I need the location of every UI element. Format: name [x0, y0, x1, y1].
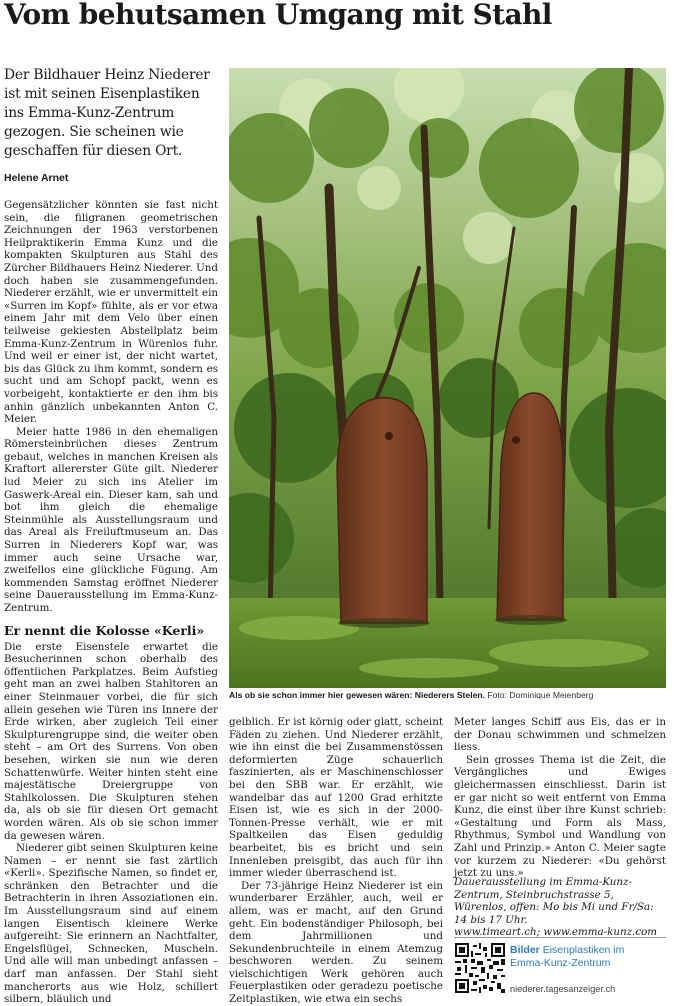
headline: Vom behutsamen Umgang mit Stahl [4, 0, 552, 31]
lead-text: Der Bildhauer Heinz Niederer ist mit seinen Eisenplastiken ins Emma-Kunz-Zentrum gezogen. Sie scheinen wie geschaffen für diesen Ort. [4, 67, 210, 159]
paragraph: gelblich. Er ist körnig oder glatt, scheint Fäden zu ziehen. Und Niederer erzählt, wie ihn einst die bei Zusammenstössen deformierten Züge schauerlich faszinierten, als er Maschinenschlosser bei den SBB war. Er erzählt, wie wandelbar das auf 1200 Grad erhitzte Eisen ist, wie es sich in der 2000-Tonnen-Presse verhält, wie er mit Spaltkeilen das Eisen geduldig bearbeitet, bis es bricht und sein Innenleben preisgibt, das auch für ihn immer wieder überraschend ist. [229, 716, 443, 880]
info-line: Dauerausstellung im Emma-Kunz-Zentrum, Steinbruchstrasse 5, Würenlos, offen: Mo bis Mi und Fr/Sa: 14 bis 17 Uhr. [454, 876, 654, 926]
author-byline: Helene Arnet [4, 172, 69, 184]
promo-label-bold: Bilder [510, 944, 540, 956]
paragraph: Der 73-jährige Heinz Niederer ist ein wunderbarer Erzähler, auch, weil er allem, was er macht, auf den Grund geht. Ein bodenständiger Philosoph, bei dem Jahrmillionen und Sekundenbruchteile in einem Atemzug beschworen werden. Zu seinem vielschichtigen Werk gehören auch Feuerplastiken oder geradezu poetische Zeitplastiken, wie etwa ein sechs [229, 879, 443, 1006]
promo-label[interactable] [510, 944, 660, 970]
exhibition-info [454, 876, 666, 939]
paragraph: Sein grosses Thema ist die Zeit, die Vergängliches und Ewiges gleichermassen einschliesst. Darin ist er gar nicht so weit entfernt von Emma Kunz, die einst über ihre Kunst schrieb: «Gestaltung und Form als Mass, Rhythmus, Symbol und Wandlung von Zahl und Prinzip.» Anton C. Meier sagte vor kurzem zu Niederer: «Du gehörst jetzt zu uns.» [454, 753, 666, 880]
gallery-promo-box[interactable] [454, 937, 666, 998]
paragraph: Meier hatte 1986 in den ehemaligen Römersteinbrüchen dieses Zentrum gebaut, welches in manchen Kreisen als Kraftort allererster Güte gilt. Niederer lud Meier zu sich ins Atelier im Gaswerk-Areal ein. Dieser kam, sah und bot ihm gleich die ehemalige Steinmühle als Ausstellungsraum und das Areal als Freiluftmuseum an. Das Surren in Niederers Kopf war, was immer auch seine Ursache war, zweifellos eine glückliche Fügung. Am kommenden Samstag eröffnet Niederer seine Dauerausstellung im Emma-Kunz-Zentrum. [4, 425, 218, 614]
promo-url[interactable]: niederer.tagesanzeiger.ch [510, 984, 616, 994]
info-links[interactable]: www.timeart.ch; www.emma-kunz.com [454, 926, 658, 939]
paragraph: Gegensätzlicher könnten sie fast nicht sein, die filigranen geometrischen Zeichnungen der 1963 verstorbenen Heilpraktikerin Emma Kunz und die kompakten Skulpturen aus Stahl des Zürcher Bildhauers Heinz Niederer. Und doch haben sie zusammengefunden. Niederer erzählt, wie er unvermittelt ein «Surren im Kopf» fühlte, als er vor etwa einem Jahr mit dem Velo über einen teilweise gekiesten Abstellplatz beim Emma-Kunz-Zentrum in Würenlos fuhr. Und weil er einer ist, der nicht wartet, bis das Glück zu ihm kommt, sondern es sucht und am Schopf packt, wenn es vorbeigeht, kontaktierte er den ihm bis anhin gänzlich unbekannten Anton C. Meier. [4, 199, 218, 426]
caption-text: Als ob sie schon immer hier gewesen wären: Niederers Stelen. [229, 690, 485, 700]
article-column-1 [4, 199, 218, 1006]
paragraph: Meter langes Schiff aus Eis, das er in der Donau schwimmen und schmelzen liess. [454, 716, 666, 754]
article-photo [229, 68, 666, 688]
photo-credit: Foto: Dominique Meienberg [487, 690, 594, 700]
subheading: Er nennt die Kolosse «Kerli» [4, 622, 205, 638]
paragraph: Die erste Eisenstele erwartet die Besucherinnen schon oberhalb des öffentlichen Parkplatzes. Beim Aufstieg geht man an zwei halben Stahltoren an einer Steinmauer vorbei, die für sich allein gesehen wie Türen ins Innere der Erde wirken, aber zugleich Teil einer Skulpturengruppe sind, die weiter oben steht – am Ort des Surrens. Von oben besehen, wirken sie nun wie deren Schattenwürfe. Weiter hinten steht eine majestätische Dreiergruppe von Stahlkolossen. Die Skulpturen stehen da, als ob sie für diesen Ort gemacht worden wären. Als ob sie schon immer da gewesen wären. [4, 640, 218, 842]
qr-code-icon[interactable] [455, 943, 505, 993]
paragraph: Niederer gibt seinen Skulpturen keine Namen – er nennt sie fast zärtlich «Kerli». Spezifische Namen, so findet er, schränken den Betrachter und die Betrachterin in ihren Assoziationen ein. Im Ausstellungsraum sind auf einem langen Eisentisch kleinere Werke aufgereiht: Sie erinnern an Nachtfalter, Engelsflügel, Schnecken, Muscheln. Und alle will man unbedingt anfassen – darf man anfassen. Der Stahl sieht mancherorts aus wie Holz, schillert silbern, bläulich und [4, 842, 218, 1006]
article-column-2 [229, 716, 443, 1006]
photo-caption [229, 689, 666, 701]
promo-label-text: Eisenplastiken im Emma-Kunz-Zentrum [510, 944, 625, 969]
article-column-3 [454, 716, 666, 880]
forest-sculptures-image [229, 68, 666, 688]
